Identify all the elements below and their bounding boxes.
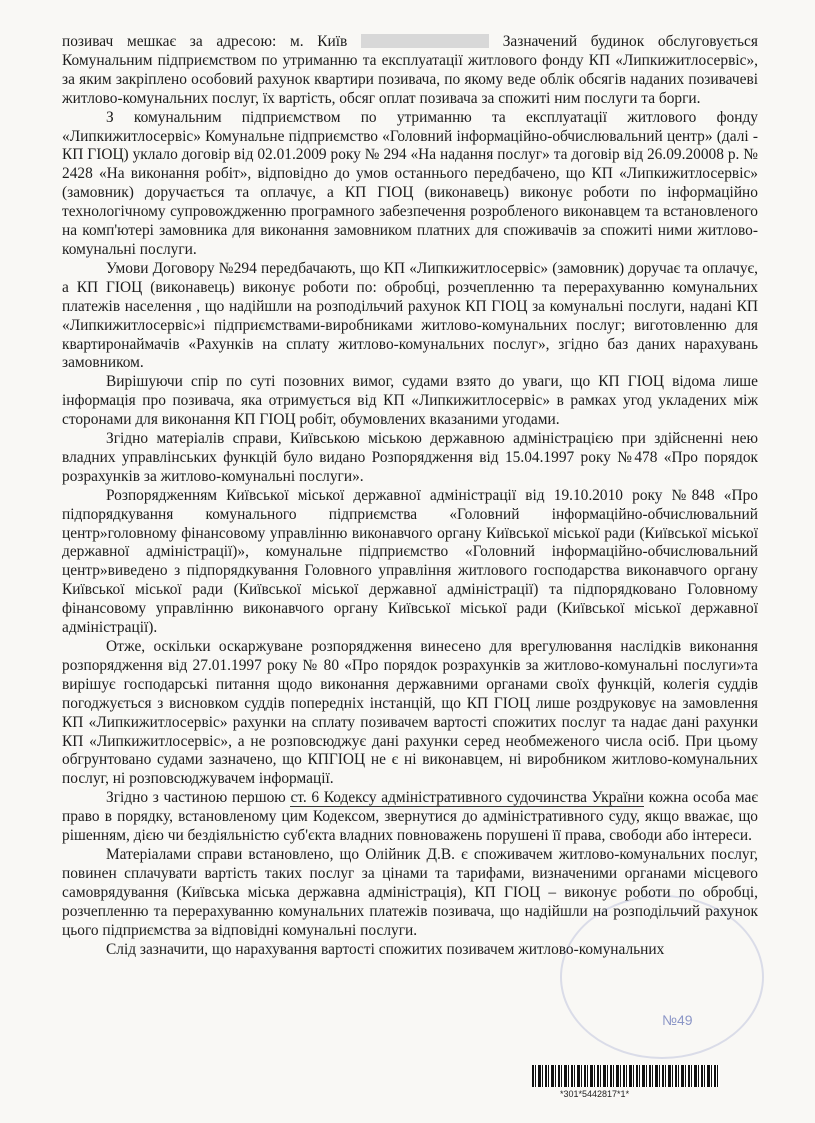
redacted-address <box>361 34 489 48</box>
document-body <box>62 33 758 959</box>
paragraph-1-rest: Зазначений будинок обслуговується Комунальним підприємством по утриманню та експлуатації житлового фонду КП «Липкижитлосервіс», за яким закріплено особовий рахунок квартири позивача, по якому веде облік обсягів наданих позивачеві житлово-комунальних послуг, їх вартість, обсяг оплат позивача за спожиті ним послуги та борги. <box>62 33 758 107</box>
paragraph-3: Умови Договору №294 передбачають, що КП «Липкижитлосервіс» (замовник) доручає та оплачує, а КП ГІОЦ (виконавець) виконує роботи по: обробці, розчепленню та перерахуванню комунальних платежів населення , що надійшли на розподільчий рахунок КП ГІОЦ за комунальні послуги, надані КП «Липкижитлосервіс»і підприємствами-виробниками житлово-комунальних послуг; виготовленню для квартиронаймачів «Рахунків на сплату житлово-комунальних послуг», згідно баз даних нарахувань замовником. <box>62 259 758 372</box>
paragraph-1 <box>62 33 758 109</box>
official-stamp <box>560 895 764 1059</box>
paragraph-4: Вирішуючи спір по суті позовних вимог, судами взято до уваги, що КП ГІОЦ відома лише інформація про позивача, яка отримується від КП «Липкижитлосервіс» в рамках угод укладених між сторонами для виконання КП ГІОЦ робіт, обумовлених вказаними угодами. <box>62 373 758 429</box>
paragraph-8-rest: кожна особа має право в порядку, встановленому цим Кодексом, звернутися до адміністративного суду, якщо вважає, що рішенням, дією чи бездіяльністю суб'єкта владних повноважень порушені її права, свободи або інтереси. <box>62 789 758 845</box>
code-reference-link[interactable]: ст. 6 Кодексу адміністративного судочинства України <box>290 789 644 807</box>
paragraph-8-start: Згідно з частиною першою <box>106 789 291 807</box>
paragraph-9: Матеріалами справи встановлено, що Олійник Д.В. є споживачем житлово-комунальних послуг, повинен сплачувати вартість таких послуг за цінами та тарифами, визначеними органами місцевого самоврядування (Київська міська державна адміністрація), КП ГІОЦ – виконує роботи по обробці, розчепленню та перерахуванню комунальних платежів позивача, що надійшли на розподільчий рахунок цього підприємства за відповідні комунальні послуги. <box>62 845 758 939</box>
paragraph-8 <box>62 789 758 846</box>
paragraph-6: Розпорядженням Київської міської державної адміністрації від 19.10.2010 року №848 «Про підпорядкування комунального підприємства «Головний інформаційно-обчислювальний центр»головному фінансовому управлінню виконавчого органу Київської міської ради (Київської міської державної адміністрації)», комунальне підприємство «Головний інформаційно-обчислювальний центр»виведено з підпорядкування Головного управління житлового господарства виконавчого органу Київської міської ради (Київської міської державної адміністрації) та підпорядковано Головному фінансовому управлінню виконавчого органу Київської міської ради (Київської міської державної адміністрації). <box>62 486 758 637</box>
stamp-number: №49 <box>662 1012 693 1028</box>
barcode <box>532 1065 720 1087</box>
barcode-label: *301*5442817*1* <box>560 1089 630 1099</box>
paragraph-7: Отже, оскільки оскаржуване розпорядження винесено для врегулювання наслідків виконання розпорядження від 27.01.1997 року № 80 «Про порядок розрахунків за житлово-комунальні послуги»та вирішує господарські питання щодо виконання державними органами своїх функцій, колегія суддів погоджується з висновком суддів попередніх інстанцій, що КП ГІОЦ лише роздруковує на замовлення КП «Липкижитлосервіс» рахунки на сплату позивачем вартості спожитих послуг та надає дані рахунки КП «Липкижитлосервіс», а не розповсюджує дані рахунки серед необмеженого числа осіб. При цьому обгрунтовано судами зазначено, що КПГІОЦ не є ні виконавцем, ні виробником житлово-комунальних послуг, ні розповсюджувачем інформації. <box>62 638 758 788</box>
paragraph-5: Згідно матеріалів справи, Київською міською державною адміністрацією при здійсненні нею владних управлінських функцій було видано Розпорядження від 15.04.1997 року №478 «Про порядок розрахунків за житлово-комунальні послуги». <box>62 430 758 485</box>
paragraph-2: З комунальним підприємством по утриманню та експлуатації житлового фонду «Липкижитлосервіс» Комунальне підприємство «Головний інформаційно-обчислювальний центр» (далі - КП ГІОЦ) уклало договір від 02.01.2009 року № 294 «На надання послуг» та договір від 26.09.20008 р. № 2428 «На виконання робіт», відповідно до умов останнього передбачено, що КП «Липкижитлосервіс» (замовник) доручається та оплачує, а КП ГІОЦ (виконавець) виконує роботи по інформаційно технологічному супровождженню програмного забезпечення розробленого виконавцем та встановленого на комп'ютері замовника для виконання замовником платних для споживачів за спожиті ними житлово-комунальні послуги. <box>62 108 758 258</box>
paragraph-10: Слід зазначити, що нарахування вартості спожитих позивачем житлово-комунальних <box>106 940 665 958</box>
paragraph-1-start: позивач мешкає за адресою: м. Київ <box>62 33 348 50</box>
